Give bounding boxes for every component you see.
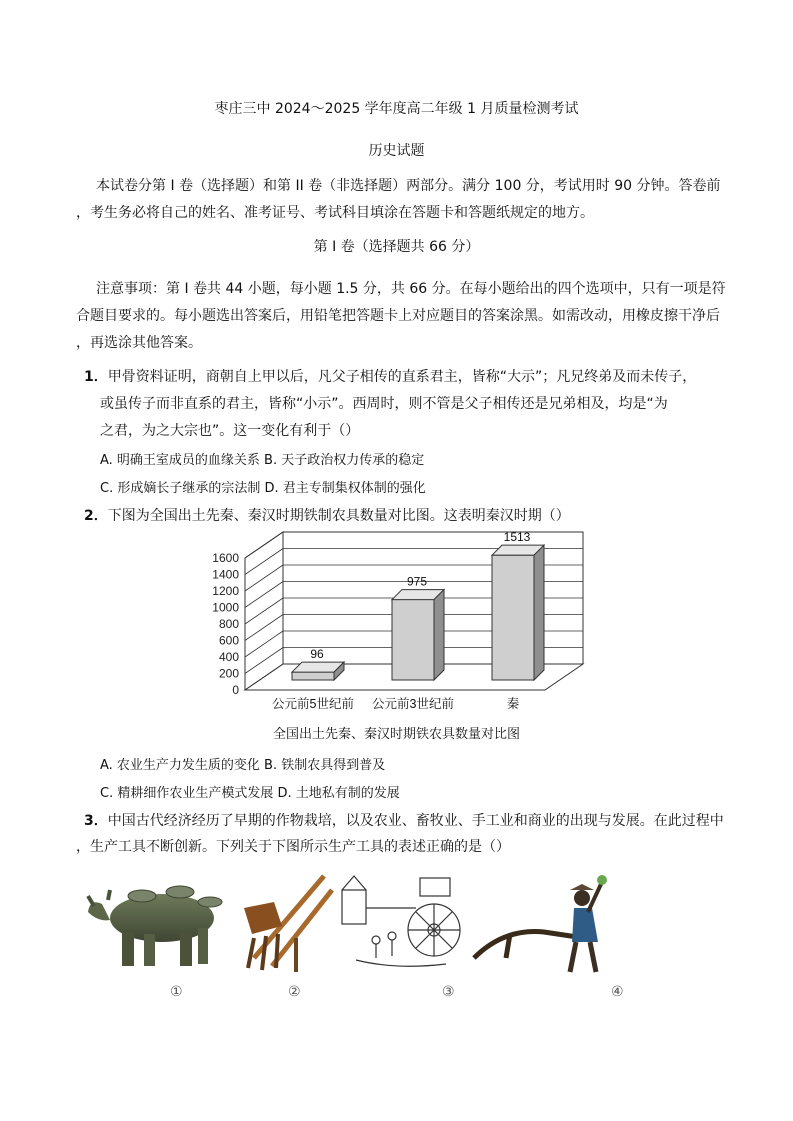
question-text-line: ，生产工具不断创新。下列关于下图所示生产工具的表述正确的是（） — [76, 839, 510, 855]
notice-line-1: 注意事项：第 I 卷共 44 小题，每小题 1.5 分，共 66 分。在每小题给出的四个选项中，只有一项是符 — [96, 281, 726, 297]
y-tick-label: 1000 — [212, 600, 239, 615]
question-text-line: 下图为全国出土先秦、秦汉时期铁制农具数量对比图。这表明秦汉时期（） — [107, 508, 570, 524]
seed-drill-icon — [234, 868, 334, 978]
bar — [392, 600, 434, 680]
image-label-2: ② — [288, 984, 301, 1000]
answer-option[interactable]: A. 农业生产力发生质的变化 B. 铁制农具得到普及 — [100, 758, 386, 773]
question-1 — [84, 366, 696, 386]
question-3 — [84, 810, 724, 830]
y-tick-label: 1200 — [212, 584, 239, 598]
y-tick-label: 1400 — [212, 567, 239, 582]
question-text-line: 之君，为之大宗也”。这一变化有利于（） — [100, 423, 360, 439]
data-label: 96 — [310, 647, 324, 662]
notice-line-3: ，再选涂其他答案。 — [76, 335, 202, 351]
data-label: 1513 — [503, 530, 531, 545]
answer-option[interactable]: C. 形成嫡长子继承的宗法制 D. 君主专制集权体制的强化 — [100, 481, 426, 496]
gridline-side — [245, 565, 283, 591]
gridline-side — [245, 549, 283, 575]
y-tick-label: 0 — [232, 683, 239, 697]
question-text-line: 中国古代经济经历了早期的作物栽培，以及农业、畜牧业、手工业和商业的出现与发展。在此过程中 — [107, 813, 724, 829]
y-tick-label: 1600 — [212, 551, 239, 565]
image-label-1: ① — [170, 984, 183, 1000]
bar-side — [434, 590, 444, 680]
answer-option[interactable]: A. 明确王室成员的血缘关系 B. 天子政治权力传承的稳定 — [100, 453, 425, 468]
question-2 — [84, 505, 570, 525]
image-label-3: ③ — [442, 984, 455, 1000]
x-tick-label: 公元前3世纪前 — [372, 697, 454, 711]
image-label-4: ④ — [611, 984, 624, 1000]
question-number: 1． — [84, 369, 108, 385]
gridline-side — [245, 631, 283, 657]
question-text-line: 甲骨资料证明，商朝自上甲以后，凡父子相传的直系君主，皆称“大示”；凡兄终弟及而未传子， — [107, 369, 697, 385]
gridline-side — [245, 532, 283, 558]
y-tick-label: 400 — [218, 650, 239, 664]
water-wheel-workshop-icon — [336, 868, 466, 978]
bronze-ox-vessel-icon — [82, 868, 232, 978]
x-tick-label: 秦 — [506, 697, 520, 711]
section-title: 第 I 卷（选择题共 66 分） — [313, 239, 480, 255]
chart-caption: 全国出土先秦、秦汉时期铁农具数量对比图 — [272, 727, 520, 742]
y-tick-label: 600 — [218, 633, 239, 648]
bar-side — [534, 545, 544, 680]
y-tick-label: 200 — [218, 666, 239, 681]
iron-tools-bar-chart — [205, 528, 595, 713]
exam-title: 枣庄三中 2024～2025 学年度高二年级 1 月质量检测考试 — [214, 101, 579, 117]
y-tick-label: 800 — [218, 617, 239, 631]
data-label: 975 — [406, 574, 428, 589]
exam-subject: 历史试题 — [368, 143, 425, 159]
gridline-side — [245, 615, 283, 641]
gridline-side — [245, 582, 283, 608]
intro-line-2: ，考生务必将自己的姓名、准考证号、考试科目填涂在答题卡和答题纸规定的地方。 — [76, 205, 594, 221]
farmer-plow-icon — [470, 868, 610, 978]
x-tick-label: 公元前5世纪前 — [272, 697, 354, 711]
bar — [492, 555, 534, 680]
intro-line-1: 本试卷分第 I 卷（选择题）和第 II 卷（非选择题）两部分。满分 100 分，考试用时 90 分钟。答卷前 — [96, 178, 721, 194]
bar — [292, 672, 334, 680]
question-number: 2． — [84, 508, 108, 524]
question-text-line: 或虽传子而非直系的君主，皆称“小示”。西周时，则不管是父子相传还是兄弟相及，均是“为 — [100, 396, 668, 412]
question-number: 3． — [84, 813, 108, 829]
notice-line-2: 合题目要求的。每小题选出答案后，用铅笔把答题卡上对应题目的答案涂黑。如需改动，用橡皮擦干净后 — [76, 308, 720, 324]
answer-option[interactable]: C. 精耕细作农业生产模式发展 D. 土地私有制的发展 — [100, 786, 400, 801]
gridline-side — [245, 598, 283, 624]
